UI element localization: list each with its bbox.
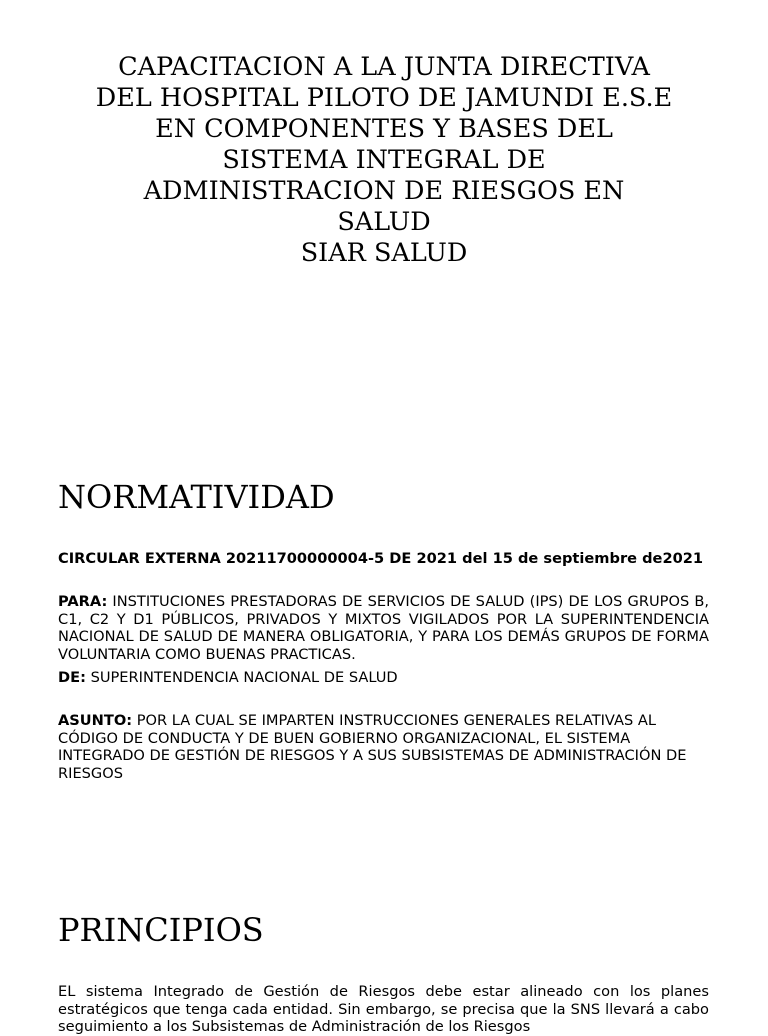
title-line: CAPACITACION A LA JUNTA DIRECTIVA: [118, 52, 650, 82]
title-line: SIAR SALUD: [300, 238, 468, 268]
para-paragraph: [58, 593, 709, 663]
asunto-label: ASUNTO:: [58, 712, 133, 729]
de-text: SUPERINTENDENCIA NACIONAL DE SALUD: [90, 669, 398, 686]
document-title: [60, 52, 708, 269]
title-line: ADMINISTRACION DE RIESGOS EN: [143, 176, 625, 206]
title-line: SISTEMA INTEGRAL DE: [222, 145, 546, 175]
para-text: INSTITUCIONES PRESTADORAS DE SERVICIOS DE SALUD (IPS) DE LOS GRUPOS B, C1, C2 Y D1 PÚBLICOS, PRIVADOS Y MIXTOS VIGILADOS POR LA SUPERINTENDENCIA NACIONAL DE SALUD DE MANERA OBLIGATORIA, Y PARA LOS DEMÁS GRUPOS DE FORMA VOLUNTARIA COMO BUENAS PRACTICAS.: [58, 593, 709, 663]
circular-reference: CIRCULAR EXTERNA 20211700000004-5 DE 2021 del 15 de septiembre de2021: [58, 550, 704, 567]
title-line: EN COMPONENTES Y BASES DEL: [155, 114, 613, 144]
normatividad-heading: NORMATIVIDAD: [58, 478, 335, 516]
de-label: DE:: [58, 669, 86, 686]
title-line: SALUD: [337, 207, 431, 237]
principios-text: EL sistema Integrado de Gestión de Riesgos debe estar alineado con los planes estratégicos que tenga cada entidad. Sin embargo, se precisa que la SNS llevará a cabo seguimiento a los Subsistemas de Administración de los Riesgos: [58, 983, 709, 1035]
de-paragraph: [58, 669, 709, 687]
asunto-paragraph: [58, 712, 709, 782]
para-label: PARA:: [58, 593, 108, 610]
asunto-text: POR LA CUAL SE IMPARTEN INSTRUCCIONES GENERALES RELATIVAS AL CÓDIGO DE CONDUCTA Y DE BUEN GOBIERNO ORGANIZACIONAL, EL SISTEMA INTEGRADO DE GESTIÓN DE RIESGOS Y A SUS SUBSISTEMAS DE ADMINISTRACIÓN DE RIESGOS: [58, 712, 687, 782]
title-line: DEL HOSPITAL PILOTO DE JAMUNDI E.S.E: [95, 83, 673, 113]
principios-heading: PRINCIPIOS: [58, 911, 264, 949]
